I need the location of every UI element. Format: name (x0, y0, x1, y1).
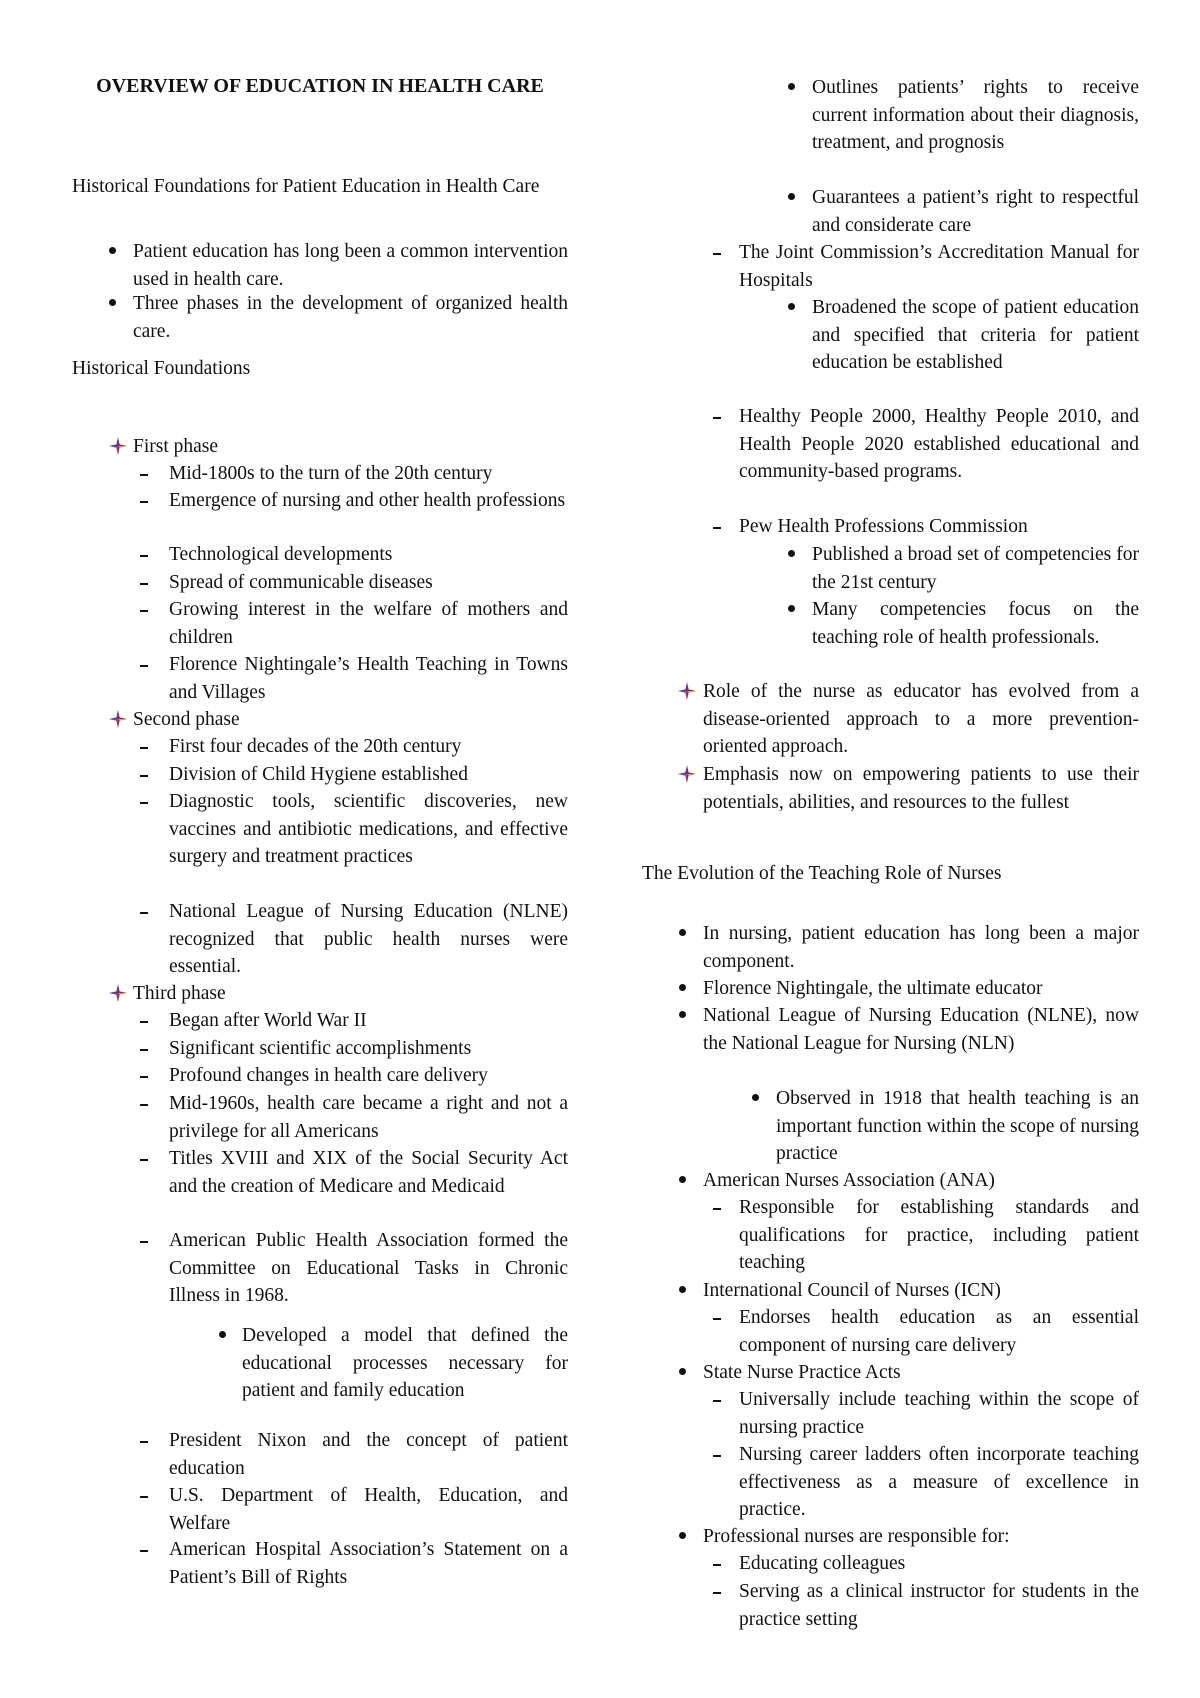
bullet-icon (219, 1331, 226, 1338)
list-item: Pew Health Professions Commission (739, 516, 1028, 537)
dash-bullet-icon (140, 1076, 148, 1078)
list-item: Diagnostic tools, scientific discoveries, new vaccines and antibiotic medications, and effective surgery and treatment practices (169, 791, 568, 868)
bullet-icon (788, 83, 795, 90)
dash-bullet-icon (140, 1441, 148, 1443)
bullet-icon (788, 550, 795, 557)
list-item: Responsible for establishing standards and qualifications for practice, including patient teaching (739, 1197, 1139, 1274)
list-item: Developed a model that defined the educational processes necessary for patient and family education (242, 1325, 568, 1402)
bullet-icon (679, 1286, 686, 1293)
dash-bullet-icon (713, 253, 721, 255)
star-bullet-icon (678, 765, 696, 783)
dash-bullet-icon (140, 610, 148, 612)
list-item: Titles XVIII and XIX of the Social Security Act and the creation of Medicare and Medicaid (169, 1148, 568, 1197)
star-bullet-icon (109, 710, 127, 728)
bullet-icon (679, 1368, 686, 1375)
list-item: Mid-1960s, health care became a right and not a privilege for all Americans (169, 1093, 568, 1142)
dash-bullet-icon (140, 802, 148, 804)
list-item: Healthy People 2000, Healthy People 2010, and Health People 2020 established educational and community-based programs. (739, 406, 1139, 483)
dash-bullet-icon (140, 1104, 148, 1106)
dash-bullet-icon (140, 1021, 148, 1023)
list-item: Endorses health education as an essential component of nursing care delivery (739, 1307, 1139, 1356)
dash-bullet-icon (713, 1400, 721, 1402)
list-item: Professional nurses are responsible for: (703, 1526, 1010, 1547)
list-item: Division of Child Hygiene established (169, 764, 468, 785)
dash-bullet-icon (140, 775, 148, 777)
dash-bullet-icon (140, 912, 148, 914)
dash-bullet-icon (140, 555, 148, 557)
section-heading-historical-foundations-patient-education: Historical Foundations for Patient Education in Health Care (72, 176, 540, 197)
list-item: First four decades of the 20th century (169, 736, 462, 757)
list-item: Observed in 1918 that health teaching is an important function within the scope of nursing practice (776, 1088, 1139, 1165)
list-item: National League of Nursing Education (NLNE) recognized that public health nurses were essential. (169, 901, 568, 978)
dash-bullet-icon (713, 1564, 721, 1566)
list-item: Significant scientific accomplishments (169, 1038, 472, 1059)
dash-bullet-icon (140, 1049, 148, 1051)
bullet-icon (788, 193, 795, 200)
dash-bullet-icon (140, 501, 148, 503)
phase-label-third: Third phase (133, 983, 226, 1004)
list-item: Mid-1800s to the turn of the 20th century (169, 463, 493, 484)
list-item: Role of the nurse as educator has evolved from a disease-oriented approach to a more prevention-oriented approach. (703, 681, 1139, 758)
dash-bullet-icon (713, 417, 721, 419)
list-item: American Public Health Association formed the Committee on Educational Tasks in Chronic Illness in 1968. (169, 1230, 568, 1307)
phase-label-second: Second phase (133, 709, 240, 730)
star-bullet-icon (109, 437, 127, 455)
list-item: Published a broad set of competencies for the 21st century (812, 544, 1139, 593)
list-item: Patient education has long been a common intervention used in health care. (133, 241, 568, 290)
list-item: International Council of Nurses (ICN) (703, 1280, 1001, 1301)
dash-bullet-icon (140, 665, 148, 667)
list-item: Emergence of nursing and other health professions (169, 490, 566, 511)
page-title: OVERVIEW OF EDUCATION IN HEALTH CARE (96, 75, 544, 97)
list-item: Three phases in the development of organized health care. (133, 293, 568, 342)
dash-bullet-icon (713, 1208, 721, 1210)
list-item: The Joint Commission’s Accreditation Manual for Hospitals (739, 242, 1139, 291)
bullet-icon (679, 1011, 686, 1018)
dash-bullet-icon (140, 1496, 148, 1498)
dash-bullet-icon (713, 527, 721, 529)
dash-bullet-icon (140, 474, 148, 476)
section-heading-historical-foundations: Historical Foundations (72, 358, 251, 379)
list-item: Spread of communicable diseases (169, 572, 433, 593)
list-item: Universally include teaching within the scope of nursing practice (739, 1389, 1139, 1438)
dash-bullet-icon (140, 1241, 148, 1243)
list-item: American Hospital Association’s Statement on a Patient’s Bill of Rights (169, 1539, 568, 1588)
list-item: U.S. Department of Health, Education, and Welfare (169, 1485, 568, 1534)
list-item: National League of Nursing Education (NLNE), now the National League for Nursing (NLN) (703, 1005, 1139, 1054)
list-item: Broadened the scope of patient education and specified that criteria for patient education be established (812, 297, 1139, 374)
list-item: Profound changes in health care delivery (169, 1065, 488, 1086)
bullet-icon (679, 1532, 686, 1539)
list-item: State Nurse Practice Acts (703, 1362, 901, 1383)
list-item: Educating colleagues (739, 1553, 906, 1574)
dash-bullet-icon (713, 1318, 721, 1320)
list-item: Serving as a clinical instructor for students in the practice setting (739, 1581, 1139, 1630)
dash-bullet-icon (713, 1592, 721, 1594)
bullet-icon (788, 605, 795, 612)
star-bullet-icon (678, 682, 696, 700)
list-item: Florence Nightingale’s Health Teaching in Towns and Villages (169, 654, 568, 703)
list-item: Technological developments (169, 544, 393, 565)
bullet-icon (109, 299, 116, 306)
bullet-icon (679, 929, 686, 936)
bullet-icon (679, 984, 686, 991)
section-heading-evolution-teaching-role: The Evolution of the Teaching Role of Nurses (642, 863, 1002, 884)
bullet-icon (109, 247, 116, 254)
dash-bullet-icon (140, 583, 148, 585)
bullet-icon (679, 1176, 686, 1183)
list-item: Growing interest in the welfare of mothers and children (169, 599, 568, 648)
bullet-icon (752, 1094, 759, 1101)
phase-label-first: First phase (133, 436, 219, 457)
list-item: Emphasis now on empowering patients to use their potentials, abilities, and resources to the fullest (703, 764, 1139, 813)
bullet-icon (788, 303, 795, 310)
list-item: Guarantees a patient’s right to respectful and considerate care (812, 187, 1139, 236)
dash-bullet-icon (713, 1455, 721, 1457)
list-item: Began after World War II (169, 1010, 367, 1031)
list-item: President Nixon and the concept of patient education (169, 1430, 568, 1479)
star-bullet-icon (109, 984, 127, 1002)
list-item: Florence Nightingale, the ultimate educator (703, 978, 1043, 999)
dash-bullet-icon (140, 1550, 148, 1552)
dash-bullet-icon (140, 1159, 148, 1161)
list-item: American Nurses Association (ANA) (703, 1170, 995, 1191)
list-item: Outlines patients’ rights to receive current information about their diagnosis, treatment, and prognosis (812, 77, 1139, 154)
dash-bullet-icon (140, 747, 148, 749)
list-item: Many competencies focus on the teaching role of health professionals. (812, 599, 1139, 648)
list-item: Nursing career ladders often incorporate teaching effectiveness as a measure of excellence in practice. (739, 1444, 1139, 1521)
list-item: In nursing, patient education has long been a major component. (703, 923, 1139, 972)
